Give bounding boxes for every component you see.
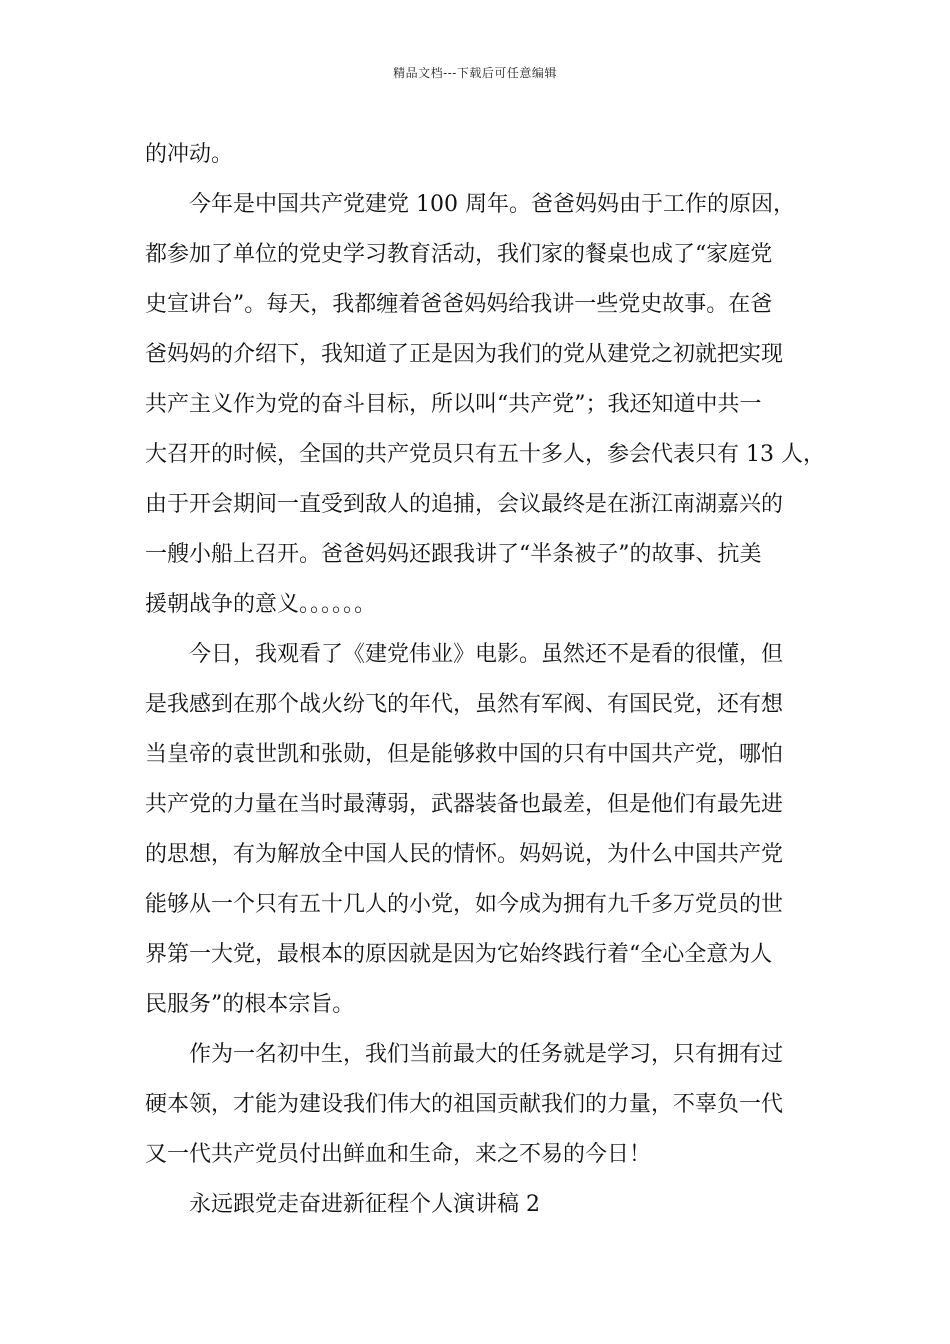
paragraph-line: 当皇帝的袁世凯和张勋，但是能够救中国的只有中国共产党，哪怕 bbox=[145, 742, 784, 767]
paragraph-line: 的思想，有为解放全中国人民的情怀。妈妈说，为什么中国共产党 bbox=[145, 842, 784, 867]
paragraph-line: 今年是中国共产党建党 100 周年。爸爸妈妈由于工作的原因， bbox=[189, 192, 795, 217]
paragraph-line: 能够从一个只有五十几人的小党，如今成为拥有九千多万党员的世 bbox=[145, 892, 784, 917]
page-header: 精品文档---下载后可任意编辑 bbox=[393, 66, 557, 80]
paragraph-line: 爸妈妈的介绍下，我知道了正是因为我们的党从建党之初就把实现 bbox=[145, 342, 784, 367]
paragraph-line: 作为一名初中生，我们当前最大的任务就是学习，只有拥有过 bbox=[189, 1042, 784, 1067]
paragraph-line: 今日，我观看了《建党伟业》电影。虽然还不是看的很懂，但 bbox=[189, 642, 784, 667]
paragraph-line: 都参加了单位的党史学习教育活动，我们家的餐桌也成了“家庭党 bbox=[145, 242, 773, 267]
document-body bbox=[145, 130, 825, 1230]
paragraph-line: 的冲动。 bbox=[145, 142, 234, 167]
paragraph-line: 又一代共产党员付出鲜血和生命，来之不易的今日！ bbox=[145, 1142, 652, 1167]
paragraph-line: 是我感到在那个战火纷飞的年代，虽然有军阀、有国民党，还有想 bbox=[145, 692, 784, 717]
paragraph-line: 史宣讲台”。每天，我都缠着爸爸妈妈给我讲一些党史故事。在爸 bbox=[145, 292, 773, 317]
paragraph-line: 共产党的力量在当时最薄弱，武器装备也最差，但是他们有最先进 bbox=[145, 792, 784, 817]
paragraph-line: 一艘小船上召开。爸爸妈妈还跟我讲了“半条被子”的故事、抗美 bbox=[145, 542, 762, 567]
paragraph-line: 大召开的时候，全国的共产党员只有五十多人，参会代表只有 13 人， bbox=[145, 442, 825, 467]
paragraph-line: 由于开会期间一直受到敌人的追捕，会议最终是在浙江南湖嘉兴的 bbox=[145, 492, 784, 517]
section-title: 永远跟党走奋进新征程个人演讲稿 2 bbox=[189, 1192, 540, 1217]
paragraph-line: 界第一大党，最根本的原因就是因为它始终践行着“全心全意为人 bbox=[145, 942, 773, 967]
paragraph-line: 硬本领，才能为建设我们伟大的祖国贡献我们的力量，不辜负一代 bbox=[145, 1092, 784, 1117]
paragraph-line: 共产主义作为党的奋斗目标，所以叫“共产党”；我还知道中共一 bbox=[145, 392, 762, 417]
paragraph-line: 民服务”的根本宗旨。 bbox=[145, 992, 355, 1017]
paragraph-line: 援朝战争的意义。。。。。。 bbox=[145, 592, 377, 617]
